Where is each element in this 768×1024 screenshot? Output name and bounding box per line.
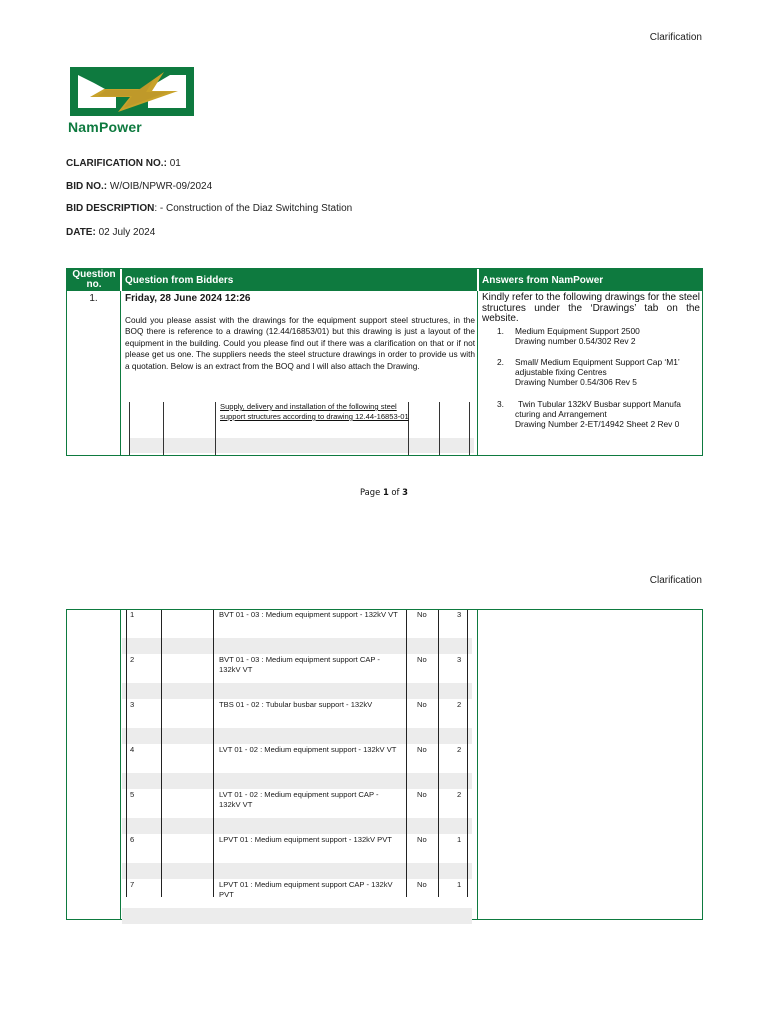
- row-shade: [122, 773, 472, 789]
- boq-grid-line: [213, 610, 214, 897]
- desc-value: : - Construction of the Diaz Switching Station: [154, 203, 353, 214]
- row-shade: [122, 638, 472, 654]
- answer-item-number: 1.: [497, 326, 504, 336]
- table-row: [122, 745, 472, 790]
- item-number: 5: [130, 790, 135, 799]
- extract-line: [163, 402, 164, 455]
- boq-grid-line: [406, 610, 407, 897]
- item-unit: No: [417, 610, 427, 619]
- row-shade: [122, 908, 472, 924]
- extract-line: [469, 402, 470, 455]
- extract-line: [129, 402, 130, 455]
- item-quantity: 3: [457, 655, 462, 664]
- header-answer: Answers from NamPower: [482, 274, 604, 286]
- boq-grid-line: [161, 610, 162, 897]
- table-row: [122, 610, 472, 655]
- page-prefix: Page: [360, 487, 383, 497]
- bid-date: [66, 227, 155, 238]
- clarification-value: 01: [169, 158, 181, 169]
- item-description: BVT 01 - 03 : Medium equipment support - 132kV VT: [219, 610, 398, 619]
- answer-item-line: Medium Equipment Support 2500: [515, 326, 640, 336]
- page-header-label: Clarification: [649, 32, 702, 43]
- item-unit: No: [417, 700, 427, 709]
- item-quantity: 3: [457, 610, 462, 619]
- item-number: 6: [130, 835, 135, 844]
- answer-item-line: Drawing Number 2-ET/14942 Sheet 2 Rev 0: [515, 419, 680, 429]
- boq-grid-line: [467, 610, 468, 897]
- header-question-no: Question no.: [72, 269, 116, 290]
- answer-item-number: 3.: [497, 399, 504, 409]
- table-row: [122, 790, 472, 835]
- header-divider-2: [477, 269, 479, 291]
- item-unit: No: [417, 880, 427, 889]
- logo-wordmark: NamPower: [68, 119, 142, 135]
- question-date: Friday, 28 June 2024 12:26: [125, 293, 251, 304]
- bid-description: [66, 203, 352, 214]
- table-row: [122, 835, 472, 880]
- bid-number: [66, 181, 212, 192]
- date-label: DATE:: [66, 227, 96, 238]
- extract-line: [439, 402, 440, 455]
- page-total: 3: [402, 487, 408, 497]
- item-number: 3: [130, 700, 135, 709]
- page-current: 1: [382, 487, 389, 497]
- question-text: Could you please assist with the drawings for the equipment support steel structures, in the BOQ there is reference to a drawing (12.44/16853/01) but this drawing is just a layout of the equipment in the building. Could you please find out if there was a clarification on that or if not please get us one. The suppliers needs the steel structure drawings in order to provide us with a quotation. Below is an extract from the BOQ and I will also attach the Drawing.: [125, 315, 475, 371]
- item-unit: No: [417, 655, 427, 664]
- boq-grid-line: [126, 610, 127, 897]
- answer-item-line: Drawing number 0.54/302 Rev 2: [515, 336, 636, 346]
- boq-grid-line: [438, 610, 439, 897]
- bid-label: BID NO.:: [66, 181, 108, 192]
- item-number: 4: [130, 745, 135, 754]
- answer-item-number: 2.: [497, 357, 504, 367]
- item-number: 7: [130, 880, 135, 889]
- item-description: LVT 01 - 02 : Medium equipment support - 132kV VT: [219, 745, 397, 754]
- answer-item-line: Twin Tubular 132kV Busbar support Manufa: [518, 399, 681, 409]
- answer-item-line: Drawing Number 0.54/306 Rev 5: [515, 377, 637, 387]
- item-unit: No: [417, 835, 427, 844]
- clarification-number: [66, 158, 181, 169]
- extract-line: [215, 402, 216, 455]
- item-unit: No: [417, 745, 427, 754]
- question-number: 1.: [89, 293, 98, 304]
- clarification-label: CLARIFICATION NO.:: [66, 158, 167, 169]
- item-description: BVT 01 - 03 : Medium equipment support CAP - 132kV VT: [219, 655, 380, 674]
- boq-extract: [125, 402, 475, 457]
- table-row: [122, 700, 472, 745]
- item-description: LPVT 01 : Medium equipment support CAP - 132kV PVT: [219, 880, 393, 899]
- clarification-table: [66, 268, 703, 456]
- item-unit: No: [417, 790, 427, 799]
- item-description: LVT 01 - 02 : Medium equipment support CAP - 132kV VT: [219, 790, 379, 809]
- item-quantity: 1: [457, 880, 462, 889]
- desc-label: BID DESCRIPTION: [66, 203, 155, 214]
- row-shade: [122, 818, 472, 834]
- extract-shaded-row: [129, 438, 474, 453]
- table-row: [122, 880, 472, 925]
- nampower-logo: [68, 67, 196, 137]
- table-row: [122, 655, 472, 700]
- boq-continuation-table: [66, 609, 703, 920]
- bid-value: W/OIB/NPWR-09/2024: [109, 181, 213, 192]
- extract-description: Supply, delivery and installation of the following steel support structures according to drawing 12.44-16853-01: [220, 402, 409, 421]
- item-quantity: 2: [457, 745, 462, 754]
- answer-item-line: Small/ Medium Equipment Support Cap ‘M1’: [515, 357, 680, 367]
- header-question: Question from Bidders: [125, 274, 234, 286]
- item-description: LPVT 01 : Medium equipment support - 132kV PVT: [219, 835, 392, 844]
- answer-item-line: cturing and Arrangement: [515, 409, 607, 419]
- row-shade: [122, 683, 472, 699]
- item-number: 1: [130, 610, 135, 619]
- answer-intro: Kindly refer to the following drawings for the steel structures under the ‘Drawings’ tab on the website.: [482, 292, 700, 324]
- page-of: of: [388, 487, 403, 497]
- row-shade: [122, 728, 472, 744]
- item-quantity: 1: [457, 835, 462, 844]
- page2-header-label: Clarification: [649, 575, 702, 586]
- item-quantity: 2: [457, 790, 462, 799]
- column-divider-1: [120, 610, 121, 919]
- answer-item-line: adjustable fixing Centres: [515, 367, 607, 377]
- page-number: [0, 487, 768, 497]
- column-divider-1: [120, 291, 121, 455]
- item-description: TBS 01 - 02 : Tubular busbar support - 132kV: [219, 700, 373, 709]
- column-divider-2: [477, 610, 478, 919]
- column-divider-2: [477, 291, 478, 455]
- row-shade: [122, 863, 472, 879]
- item-quantity: 2: [457, 700, 462, 709]
- item-number: 2: [130, 655, 135, 664]
- date-value: 02 July 2024: [98, 227, 156, 238]
